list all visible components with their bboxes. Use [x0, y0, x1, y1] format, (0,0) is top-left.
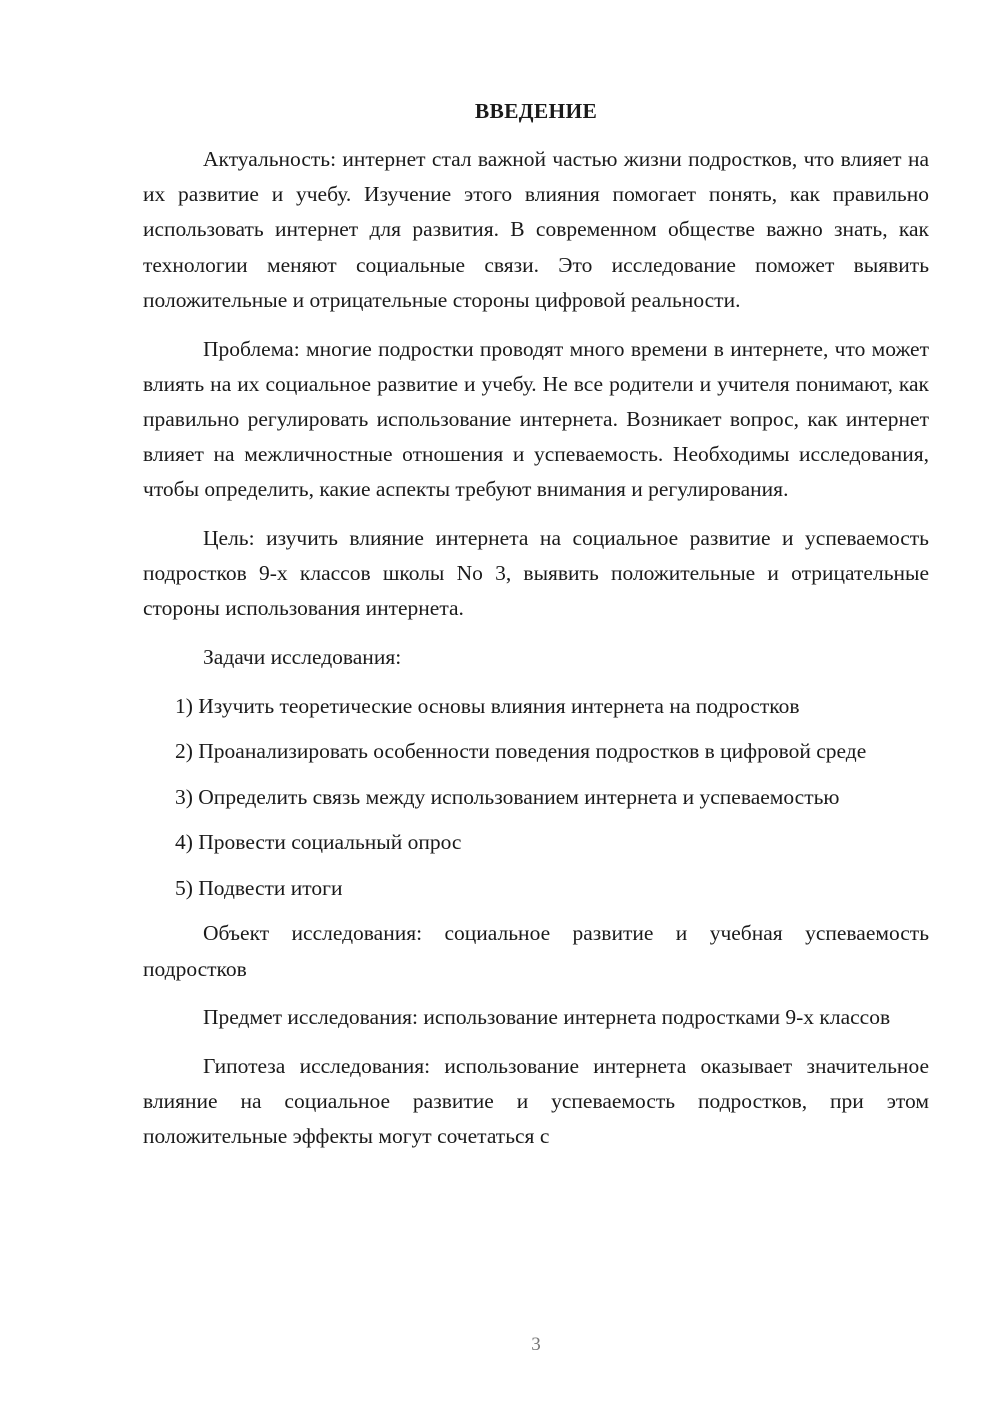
page-number: 3 [531, 1334, 541, 1355]
task-item-2: 2) Проанализировать особенности поведения подростков в цифровой среде [175, 739, 867, 764]
paragraph-relevance: Актуальность: интернет стал важной частью жизни подростков, что влияет на их развитие и учебу. Изучение этого влияния помогает понять, как правильно использовать интернет для развития. В современном обществе важно знать, как технологии меняют социальные связи. Это исследование поможет выявить положительные и отрицательные стороны цифровой реальности. [143, 147, 929, 312]
task-item-5: 5) Подвести итоги [175, 875, 343, 900]
page-title: ВВЕДЕНИЕ [474, 99, 598, 123]
tasks-heading: Задачи исследования: [203, 645, 402, 670]
tasks-list [143, 689, 929, 906]
task-item-3: 3) Определить связь между использованием интернета и успеваемостью [175, 784, 840, 809]
paragraph-subject: Предмет исследования: использование интернета подростками 9-х классов [203, 1005, 891, 1030]
paragraph-goal: Цель: изучить влияние интернета на социальное развитие и успеваемость подростков 9-х классов школы No 3, выявить положительные и отрицательные стороны использования интернета. [143, 526, 929, 621]
task-item-1: 1) Изучить теоретические основы влияния интернета на подростков [175, 693, 800, 718]
task-item-4: 4) Провести социальный опрос [175, 830, 462, 855]
page-content [143, 96, 929, 1155]
paragraph-problem: Проблема: многие подростки проводят много времени в интернете, что может влиять на их социальное развитие и учебу. Не все родители и учителя понимают, как правильно регулировать использование интернета. Возникает вопрос, как интернет влияет на межличностные отношения и успеваемость. Необходимы исследования, чтобы определить, какие аспекты требуют внимания и регулирования. [143, 336, 929, 502]
paragraph-hypothesis: Гипотеза исследования: использование интернета оказывает значительное влияние на социальное развитие и успеваемость подростков, при этом положительные эффекты могут сочетаться с [143, 1053, 929, 1149]
paragraph-object: Объект исследования: социальное развитие и учебная успеваемость подростков [143, 921, 929, 981]
